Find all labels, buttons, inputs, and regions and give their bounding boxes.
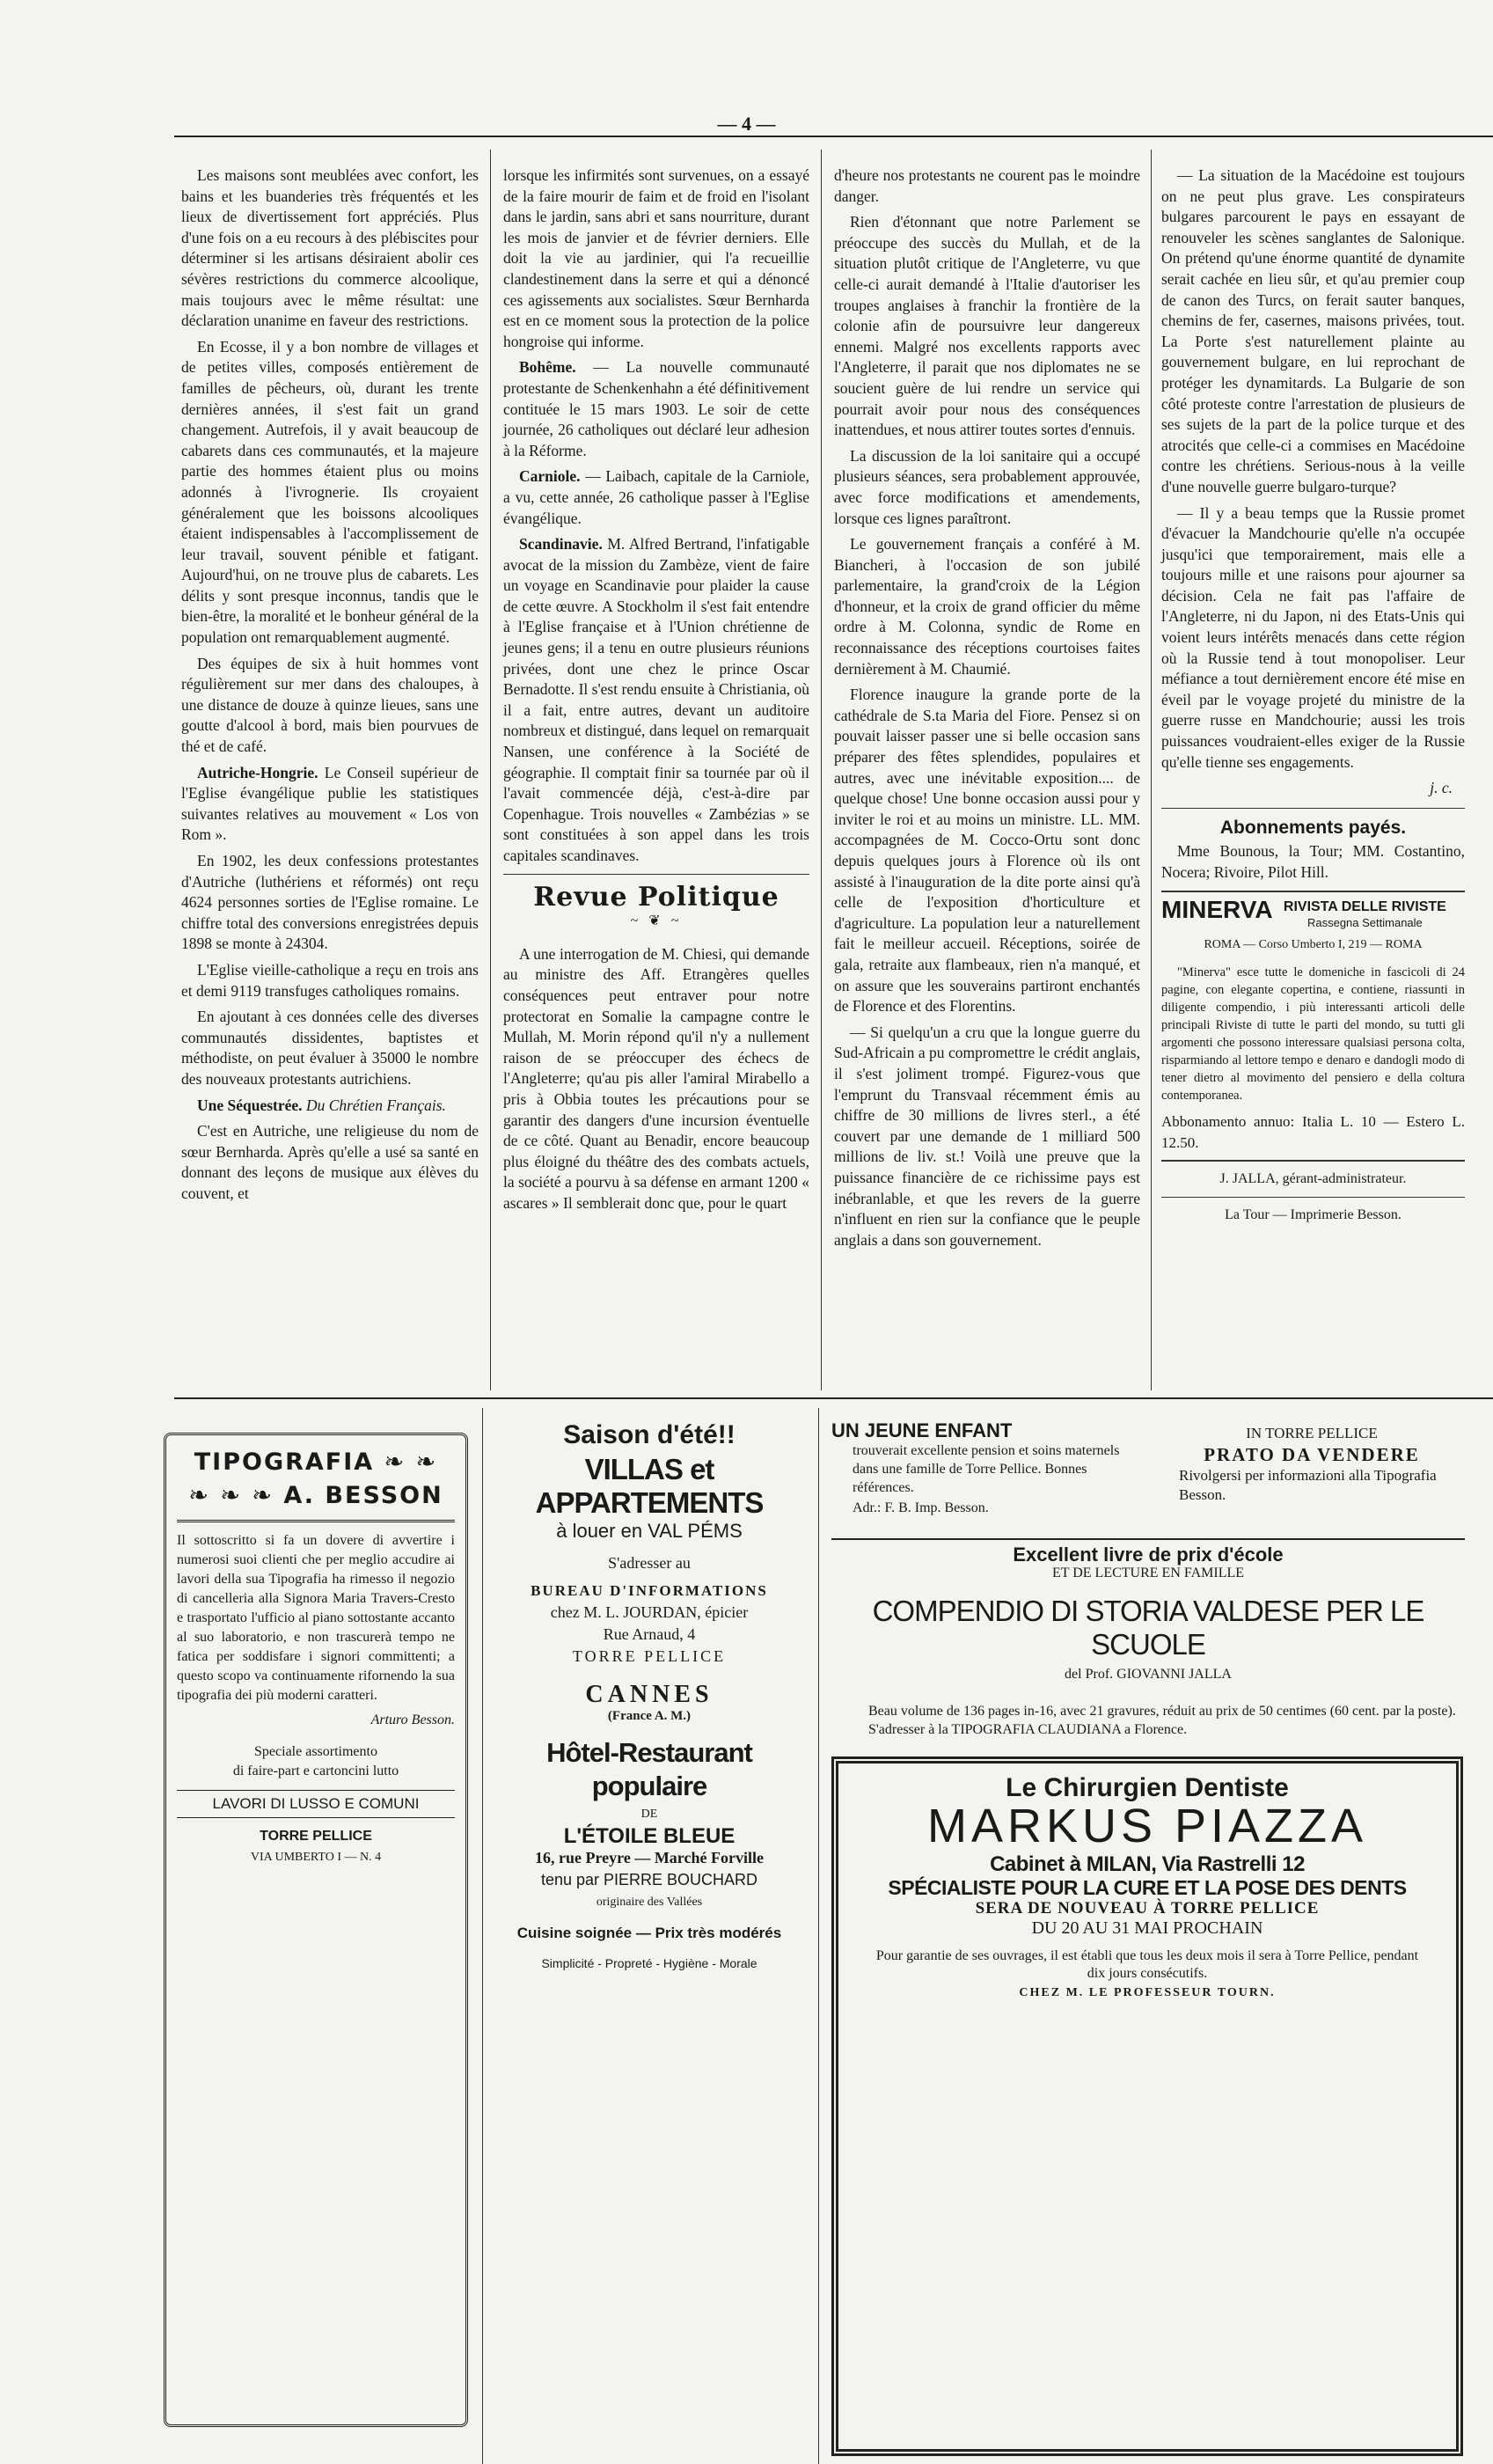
section-title: Revue Politique	[533, 881, 779, 913]
prato-ad	[1160, 1424, 1464, 1505]
signature: j. c.	[1430, 779, 1453, 797]
article-column-2	[503, 165, 809, 1220]
tipografia-signature: Arturo Besson.	[370, 1712, 455, 1727]
section-divider	[1161, 1197, 1465, 1198]
tipografia-speciale: Speciale assortimento di faire-part e cartoncini lutto	[232, 1744, 399, 1778]
torre-line: TORRE PELLICE	[572, 1647, 727, 1665]
dentist-specialty: SPÉCIALISTE POUR LA CURE ET LA POSE DES DENTS	[888, 1876, 1407, 1899]
paragraph: Scandinavie. M. Alfred Bertrand, l'infatigable avocat de la mission du Zambèze, vient de faire un voyage en Scandinavie pour plaider la cause de cette œuvre. A Stockholm il s'est fait entendre à l'Eglise française et à l'Union chrétienne de jeunes gens; il a tenu en outre plusieurs réunions privées, dont une chez le prince Oscar Bernadotte. Il s'est rendu ensuite à Christiania, où il a fait, entre autres, devant un auditoire nombreux et distingué, dans lequel on remarquait Nansen, une conférence à la Société de géographie. Il comptait finir sa tournée par où il l'avait commencée déjà, c'est-à-dire par Copenhague. Trois nouvelles « Zambézias » se sont constituées à son appel dans les trois capitales scandinaves.	[503, 535, 809, 864]
minerva-subtitle: RIVISTA DELLE RIVISTE Rassegna Settimanale	[1283, 898, 1446, 929]
dentist-note: Pour garantie de ses ouvrages, il est établi que tous les deux mois il sera à Torre Pellice, pendant dix jours consécutifs.	[875, 1948, 1419, 1981]
tipografia-ad	[164, 1433, 468, 2427]
paragraph: Le gouvernement français a conféré à M. Biancheri, à l'occasion de son jubilé parlementaire, la grand'croix de la Légion d'honneur, et la croix de grand officier du même ordre à M. Colonna, syndic de Rome en reconnaissance des réceptions courtoises faites dernièrement à M. Chaumié.	[834, 535, 1140, 678]
tipografia-lavori: LAVORI DI LUSSO E COMUNI	[177, 1790, 455, 1818]
prato-text: Rivolgersi per informazioni alla Tipografia Besson.	[1179, 1467, 1437, 1503]
ads-top-rule	[174, 1397, 1493, 1399]
dentist-chez: CHEZ M. LE PROFESSEUR TOURN.	[1019, 1986, 1276, 1999]
adresser-line: S'adresser au	[608, 1554, 691, 1572]
minerva-address: ROMA — Corso Umberto I, 219 — ROMA	[1204, 937, 1423, 951]
column-divider	[490, 150, 491, 1390]
bureau-line: BUREAU D'INFORMATIONS	[531, 1582, 768, 1599]
originaire-line: originaire des Vallées	[596, 1896, 703, 1909]
section-lead: Scandinavie.	[519, 535, 603, 554]
minerva-header	[1161, 895, 1465, 931]
tipografia-text: Il sottoscritto si fa un dovere di avvertire i numerosi suoi clienti che per meglio accudire ai lavori della sua Tipografia ha rimesso il negozio di cancelleria alla Signora Maria Travers-Cresto e trasportato l'ufficio al piano sottostante accanto al suo laboratorio, e non trascurerà tempo ne fatica per soddisfare i signori committenti; a questo scopo va continuamente rifornendo la sua tipografia dei più moderni caratteri.	[177, 1533, 455, 1703]
livre-subtitle: ET DE LECTURE EN FAMILLE	[1051, 1566, 1245, 1580]
france-line: (France A. M.)	[607, 1709, 692, 1723]
ads-divider	[482, 1408, 483, 2464]
compendio-title: COMPENDIO DI STORIA VALDESE PER LE SCUOLE	[872, 1595, 1424, 1661]
paragraph: lorsque les infirmités sont survenues, on a essayé de la faire mourir de faim et de froid en l'isolant dans le jardin, sans abri et sans nourriture, durant les mois de janvier et de février derniers. Elle doit la vie au jardinier, qui l'a recueillie clandestinement dans la serre et qui a dénoncé ces agissements aux socialistes. Sœur Bernharda est en ce moment sous la protection de la police hongroise qui informe.	[503, 166, 809, 350]
enfant-ad	[831, 1421, 1131, 1517]
section-divider	[1161, 808, 1465, 809]
tipografia-title: TIPOGRAFIA ❧ ❧ ❧ ❧ ❧ A. BESSON	[177, 1446, 455, 1522]
paragraph: En Ecosse, il y a bon nombre de villages et de petites villes, composés entièrement de familles de pêcheurs, où, durant les trente dernières années, il s'est fait un grand changement. Autrefois, il y avait beaucoup de cabarets dans ces communautés, et la majeure partie des hommes étaient plus ou moins adonnés à l'ivrognerie. Ils croyaient généralement que les boissons alcooliques étaient indispensables à l'accomplissement de leur travail, souvent pénible et fatigant. Aujourd'hui, on ne trouve plus de cabarets. Les délits y sont presque inconnus, tandis que le bien-être, la moralité et le bonheur général de la population ont remarquablement augmenté.	[181, 337, 479, 647]
tipografia-town: TORRE PELLICE	[260, 1829, 372, 1844]
etoile-heading: L'ÉTOILE BLEUE	[563, 1824, 736, 1848]
prato-location: IN TORRE PELLICE	[1246, 1425, 1378, 1441]
enfant-text: trouverait excellente pension et soins maternels dans une famille de Torre Pellice. Bonnes références.	[853, 1443, 1120, 1495]
paragraph: — La situation de la Macédoine est toujours on ne peut plus grave. Les conspirateurs bulgares parcourent le pays en essayant de renouveler les scènes sanglantes de Salonique. On prétend qu'une énorme quantité de dynamite serait cachée en lieu sûr, et qu'au premier coup de canon des Turcs, on ferait sauter banques, chemins de fer, casernes, maisons privées, tout. La Porte s'est naturellement plainte au gouvernement bulgare, en lui reprochant de protéger les dynamitards. La Bulgarie de son côté proteste contre l'arrestation de plusieurs de ses sujets de la part de la police turque et des atrocités que celle-ci a commises en Macédoine contre les chrétiens. Serious-nous à la veille d'une nouvelle guerre bulgaro-turque?	[1161, 166, 1465, 495]
tipografia-address: VIA UMBERTO I — N. 4	[250, 1851, 382, 1864]
paragraph: C'est en Autriche, une religieuse du nom de sœur Bernharda. Après qu'elle a usé sa santé en donnant des leçons de musique aux élèves du couvent, et	[181, 1122, 479, 1202]
livre-text: Beau volume de 136 pages in-16, avec 21 gravures, réduit au prix de 50 centimes (60 cent. par la poste).	[868, 1704, 1456, 1719]
preyre-line: 16, rue Preyre — Marché Forville	[535, 1849, 764, 1866]
paragraph: — Il y a beau temps que la Russie promet d'évacuer la Mandchourie qu'elle n'a occupée jusqu'ici que temporairement, mais elle a toujours mille et une raisons pour ajourner sa décision. Cela ne fait pas l'affaire de l'Angleterre, ni du Japon, ni des Etats-Unis qui voient leurs intérêts menacés dans cette région où la Russie tend à tout monopoliser. Leur méfiance a tout dernièrement encore été mise en éveil par le voyage projeté du ministre de la guerre russe en Mandchourie; aussi les trois puissances voudraient-elles exiger de la Russie qu'elle tienne ses engagements.	[1161, 503, 1465, 771]
villas-heading: VILLAS et APPARTEMENTS	[535, 1453, 764, 1519]
section-divider	[1161, 1160, 1465, 1162]
paragraph: Carniole. — Laibach, capitale de la Carniole, a vu, cette année, 26 catholique passer à l'Eglise évangélique.	[503, 467, 809, 527]
article-column-1	[181, 165, 479, 1210]
cuisine-line: Cuisine soignée — Prix très modérés	[516, 1925, 782, 1941]
dentist-cabinet: Cabinet à MILAN, Via Rastrelli 12	[990, 1852, 1305, 1876]
paragraph: En ajoutant à ces données celle des diverses communautés dissidentes, baptistes et méthodiste, on peut évaluer à 35000 le nombre des nouveaux protestants autrichiens.	[181, 1008, 479, 1088]
subscriptions-list: Mme Bounous, la Tour; MM. Costantino, Nocera; Rivoire, Pilot Hill.	[1161, 842, 1465, 881]
section-lead: Une Séquestrée.	[197, 1096, 303, 1114]
imprint-line: La Tour — Imprimerie Besson.	[1225, 1206, 1402, 1222]
paragraph: En 1902, les deux confessions protestantes d'Autriche (luthériens et réformés) ont reçu 4624 personnes sorties de l'Eglise romaine. Le chiffre total des conversions enregistrées depuis 1898 se monte à 24304.	[181, 852, 479, 953]
de-line: DE	[640, 1808, 658, 1821]
simplicite-line: Simplicité - Propreté - Hygiène - Morale	[541, 1956, 757, 1970]
page-number: — 4 —	[717, 113, 776, 135]
section-lead: Carniole.	[519, 467, 581, 486]
cannes-heading: CANNES	[585, 1681, 714, 1708]
livre-ad	[831, 1538, 1465, 1739]
hotel-heading: Hôtel-Restaurant populaire	[546, 1737, 752, 1801]
minerva-title: MINERVA	[1161, 895, 1273, 923]
dentist-ad	[831, 1756, 1463, 2456]
enfant-title: UN JEUNE ENFANT	[831, 1419, 1013, 1441]
livre-address: S'adresser à la TIPOGRAFIA CLAUDIANA a Florence.	[868, 1722, 1188, 1737]
dentist-name: MARKUS PIAZZA	[926, 1800, 1368, 1852]
saison-ad	[494, 1420, 804, 1975]
paragraph: d'heure nos protestants ne courent pas le moindre danger.	[834, 166, 1140, 205]
paragraph: Bohême. — La nouvelle communauté protestante de Schenkenhahn a été définitivement contituée le 15 mars 1903. Le soir de cette journée, 26 catholiques out déclaré leur adhesion à la Réforme.	[503, 358, 809, 459]
livre-rule	[831, 1538, 1465, 1540]
top-rule	[174, 136, 1493, 137]
livre-title: Excellent livre de prix d'école	[1013, 1544, 1284, 1566]
prato-title: PRATO DA VENDERE	[1204, 1444, 1420, 1465]
section-divider	[1161, 891, 1465, 892]
section-lead: Bohême.	[519, 358, 576, 377]
gerant-line: J. JALLA, gérant-administrateur.	[1219, 1171, 1407, 1187]
arnaud-line: Rue Arnaud, 4	[603, 1625, 696, 1643]
article-column-4	[1161, 165, 1465, 1226]
column-divider	[1151, 150, 1152, 1390]
section-divider	[503, 874, 809, 875]
paragraph: — Si quelqu'un a cru que la longue guerre du Sud-Africain a pu compromettre le crédit anglais, il s'est joliment trompé. Figurez-vous que l'emprunt du Transvaal récemment émis au chiffre de 30 millions de livres sterl., a été couvert par une demande de 1 milliard 500 millions de liv. st.! Voilà une preuve que la puissance financière de ce richissime pays est inébranlable, et que les revers de la guerre n'influent en rien sur la confiance que le peuple anglais a dans son gouvernement.	[834, 1023, 1140, 1249]
paragraph: L'Eglise vieille-catholique a reçu en trois ans et demi 9119 transfuges catholiques romains.	[181, 960, 479, 1000]
minerva-description: "Minerva" esce tutte le domeniche in fascicoli di 24 pagine, con elegante copertina, e contiene, riassunti in diligente compendio, i più interessanti articoli delle principali Riviste di tutte le parti del mondo, su tutti gli argomenti che possono interessare qualsiasi persona colta, risparmiando al lettore tempo e denaro e dandogli modo di tener dietro al movimento del pensiero e della coltura contemporanea.	[1161, 965, 1465, 1104]
column-divider	[821, 150, 822, 1390]
article-column-3	[834, 165, 1140, 1256]
saison-title: Saison d'été!!	[563, 1420, 736, 1449]
section-lead: Autriche-Hongrie.	[197, 763, 318, 781]
minerva-price: Abbonamento annuo: Italia L. 10 — Estero L. 12.50.	[1161, 1113, 1465, 1151]
louer-line: à louer en VAL PÉMS	[556, 1520, 743, 1542]
tenu-line: tenu par PIERRE BOUCHARD	[540, 1871, 758, 1888]
subscriptions-title: Abonnements payés.	[1219, 817, 1407, 838]
paragraph: A une interrogation de M. Chiesi, qui demande au ministre des Aff. Etrangères quelles conséquences peut entraver pour notre protectorat en Somalie la campagne contre le Mullah, M. Morin répond qu'il n'y a nullement raison de se préoccuper des échecs de l'Angleterre; qu'au pis aller l'amiral Mirabello a pris à Obbia toutes les précautions pour se garantir des dangers d'une incursion éventuelle de ce côté. Quant au Benadir, encore beaucoup plus éloigné du théâtre des des combats actuels, la société a pourvu à sa défense en armant 1200 « ascares » Il semblerait donc que, pour le quart	[503, 944, 809, 1212]
ads-divider	[818, 1408, 819, 2464]
paragraph: La discussion de la loi sanitaire qui a occupé plusieurs séances, sera probablement approuvée, avec force modifications et amendements, lorsque ces lignes paraîtront.	[834, 446, 1140, 527]
jourdan-line: chez M. L. JOURDAN, épicier	[550, 1603, 749, 1621]
paragraph: Autriche-Hongrie. Le Conseil supérieur de l'Eglise évangélique publie les statistiques suivantes relatives au mouvement « Los von Rom ».	[181, 763, 479, 844]
paragraph: Une Séquestrée. Du Chrétien Français.	[197, 1096, 446, 1114]
enfant-address: Adr.: F. B. Imp. Besson.	[853, 1500, 989, 1515]
ornament-icon: ~ ❦ ~	[630, 913, 683, 929]
paragraph: Des équipes de six à huit hommes vont régulièrement sur mer dans des chaloupes, à une distance de douze à quinze lieues, sans une goutte d'alcool à bord, mais bien pourvues de thé et de café.	[181, 654, 479, 756]
paragraph: Les maisons sont meublées avec confort, les bains et les buanderies très fréquentés et les lieux de divertissement fort appréciés. Plus d'une fois on a eu recours à des plébiscites pour déterminer si les artisans désiraient abolir ces sévères restrictions du commerce alcoolique, mais toujours avec le même résultat: une déclaration unanime en faveur des restrictions.	[181, 166, 479, 330]
dentist-title: Le Chirurgien Dentiste	[1006, 1773, 1289, 1802]
paragraph: Florence inaugure la grande porte de la cathédrale de S.ta Maria del Fiore. Pensez si on pouvait laisser passer une si belle occasion sans préparer des fêtes splendides, populaires et autres, avec une inévitable exposition.... de quelque chose! Une bonne occasion aussi pour y inviter le roi et au moins un ministre. LL. MM. accompagnées de M. Cocco-Ortu sont donc depuis quelques jours à Florence où ils ont assisté à l'inauguration de la dite porte ainsi qu'à celle de l'exposition d'horticulture et d'agriculture. La population leur a naturellement fait le meilleur accueil. Réceptions, soirée de gala, retraite aux flambeaux, rien n'a manqué, et on assure que les souverains partiront enchantés de Florence et des Florentins.	[834, 686, 1140, 1016]
compendio-author: del Prof. GIOVANNI JALLA	[1065, 1667, 1232, 1682]
dentist-visit: SERA DE NOUVEAU À TORRE PELLICE	[975, 1899, 1320, 1918]
dentist-dates: DU 20 AU 31 MAI PROCHAIN	[1031, 1918, 1263, 1938]
paragraph: Rien d'étonnant que notre Parlement se préoccupe des succès du Mullah, et de la situation plutôt critique de l'Angleterre, vu que celle-ci aurait demandé à l'Italie d'autoriser les troupes anglaises à franchir la frontière de la colonie afin de poursuivre leur dangereux ennemi. Malgré nos excellents rapports avec l'Angleterre, il parait que nos diplomates ne se soucient guère de lui rendre un service qui pourrait avoir pour nous des conséquences inattendues, et nous attirer toutes sortes d'ennuis.	[834, 213, 1140, 439]
